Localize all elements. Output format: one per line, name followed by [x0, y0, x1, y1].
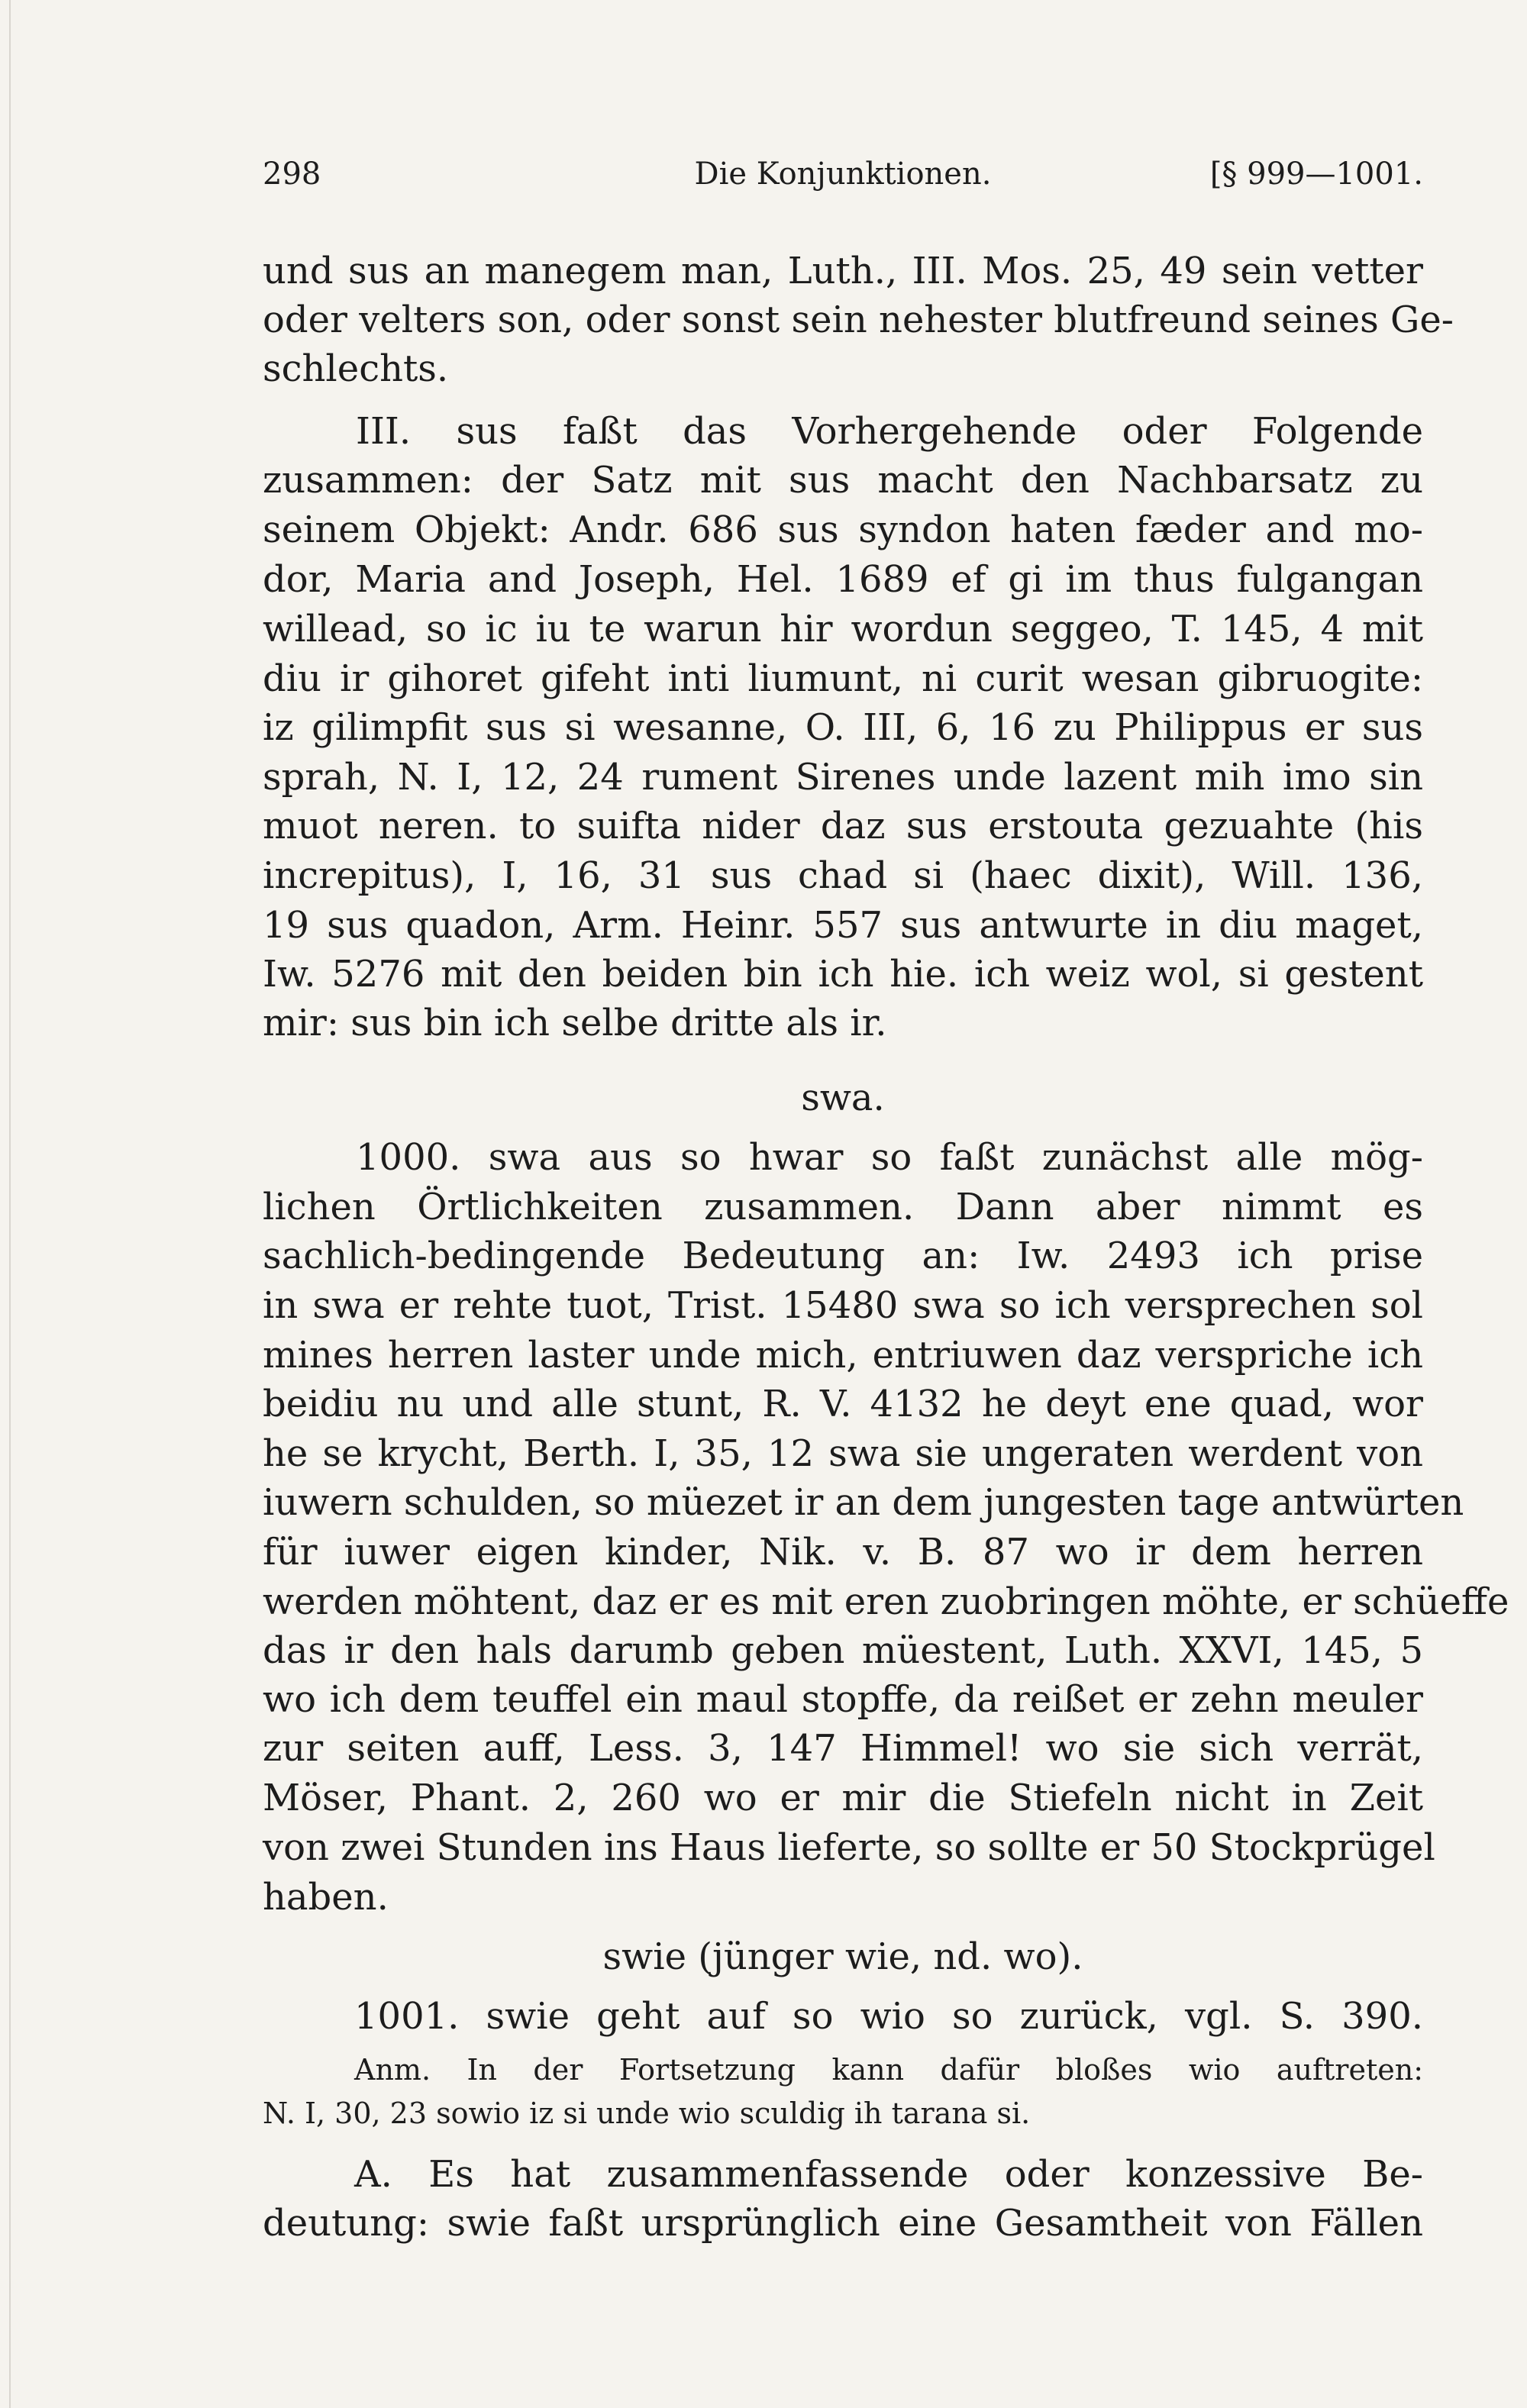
text-line: haben. [263, 1876, 389, 1919]
text-line: für iuwer eigen kinder, Nik. v. B. 87 wo ir dem herren [263, 1531, 1423, 1574]
text-line: iz gilimpfit sus si wesanne, O. III, 6, 16 zu Philippus er sus [263, 706, 1423, 749]
text-line: werden möhtent, daz er es mit eren zuobringen möhte, er schüeffe [263, 1580, 1509, 1623]
note-line: N. I, 30, 23 sowio iz si unde wio sculdig ih tarana si. [263, 2097, 1031, 2130]
text-line: he se krycht, Berth. I, 35, 12 swa sie ungeraten werdent von [263, 1432, 1423, 1475]
text-line: zusammen: der Satz mit sus macht den Nachbarsatz zu [263, 459, 1423, 502]
text-line: iuwern schulden, so müezet ir an dem jungesten tage antwürten [263, 1481, 1464, 1524]
page-number: 298 [263, 157, 321, 192]
text-line: seinem Objekt: Andr. 686 sus syndon haten fæder and mo- [263, 508, 1423, 551]
section-heading: swa. [801, 1076, 885, 1119]
text-line: dor, Maria and Joseph, Hel. 1689 ef gi im thus fulgangan [263, 558, 1423, 601]
text-line: zur seiten auff, Less. 3, 147 Himmel! wo sie sich verrät, [263, 1727, 1423, 1770]
text-line: Möser, Phant. 2, 260 wo er mir die Stiefeln nicht in Zeit [263, 1777, 1423, 1819]
section-heading: swie (jünger wie, nd. wo). [602, 1935, 1083, 1978]
text-line: von zwei Stunden ins Haus lieferte, so sollte er 50 Stockprügel [263, 1826, 1435, 1869]
text-line: wo ich dem teuffel ein maul stopffe, da reißet er zehn meuler [263, 1678, 1423, 1721]
text-line: das ir den hals darumb geben müestent, Luth. XXVI, 145, 5 [263, 1629, 1423, 1672]
text-line: sprah, N. I, 12, 24 rument Sirenes unde lazent mih imo sin [263, 756, 1423, 799]
text-line: willead, so ic iu te warun hir wordun seggeo, T. 145, 4 mit [263, 608, 1423, 650]
text-line: beidiu nu und alle stunt, R. V. 4132 he deyt ene quad, wor [263, 1383, 1423, 1425]
text-line: 1000. swa aus so hwar so faßt zunächst alle mög- [356, 1136, 1423, 1179]
text-line: 19 sus quadon, Arm. Heinr. 557 sus antwurte in diu maget, [263, 904, 1423, 947]
running-title: Die Konjunktionen. [694, 157, 992, 192]
section-range: [§ 999—1001. [1209, 157, 1423, 192]
text-line: muot neren. to suifta nider daz sus erstouta gezuahte (his [263, 805, 1423, 847]
note-line: Anm. In der Fortsetzung kann dafür bloßes wio auftreten: [354, 2053, 1423, 2087]
text-line: diu ir gihoret gifeht inti liumunt, ni curit wesan gibruogite: [263, 657, 1423, 700]
text-line: 1001. swie geht auf so wio so zurück, vgl. S. 390. [354, 1995, 1423, 2038]
text-line: deutung: swie faßt ursprünglich eine Gesamtheit von Fällen [263, 2202, 1423, 2245]
text-line: schlechts. [263, 347, 449, 390]
text-line: A. Es hat zusammenfassende oder konzessive Be- [354, 2153, 1423, 2196]
text-line: lichen Örtlichkeiten zusammen. Dann aber nimmt es [263, 1186, 1423, 1228]
text-line: in swa er rehte tuot, Trist. 15480 swa so ich versprechen sol [263, 1284, 1423, 1327]
text-line: sachlich-bedingende Bedeutung an: Iw. 2493 ich prise [263, 1235, 1423, 1277]
text-line: Iw. 5276 mit den beiden bin ich hie. ich weiz wol, si gestent [263, 953, 1423, 996]
text-line: oder velters son, oder sonst sein nehester blutfreund seines Ge- [263, 299, 1454, 341]
page-edge [9, 0, 11, 2408]
text-line: increpitus), I, 16, 31 sus chad si (haec dixit), Will. 136, [263, 854, 1423, 897]
text-line: III. sus faßt das Vorhergehende oder Folgende [356, 410, 1423, 453]
text-line: mir: sus bin ich selbe dritte als ir. [263, 1002, 887, 1044]
text-line: und sus an manegem man, Luth., III. Mos. 25, 49 sein vetter [263, 250, 1423, 292]
running-header [263, 157, 1423, 199]
text-line: mines herren laster unde mich, entriuwen daz verspriche ich [263, 1334, 1423, 1377]
